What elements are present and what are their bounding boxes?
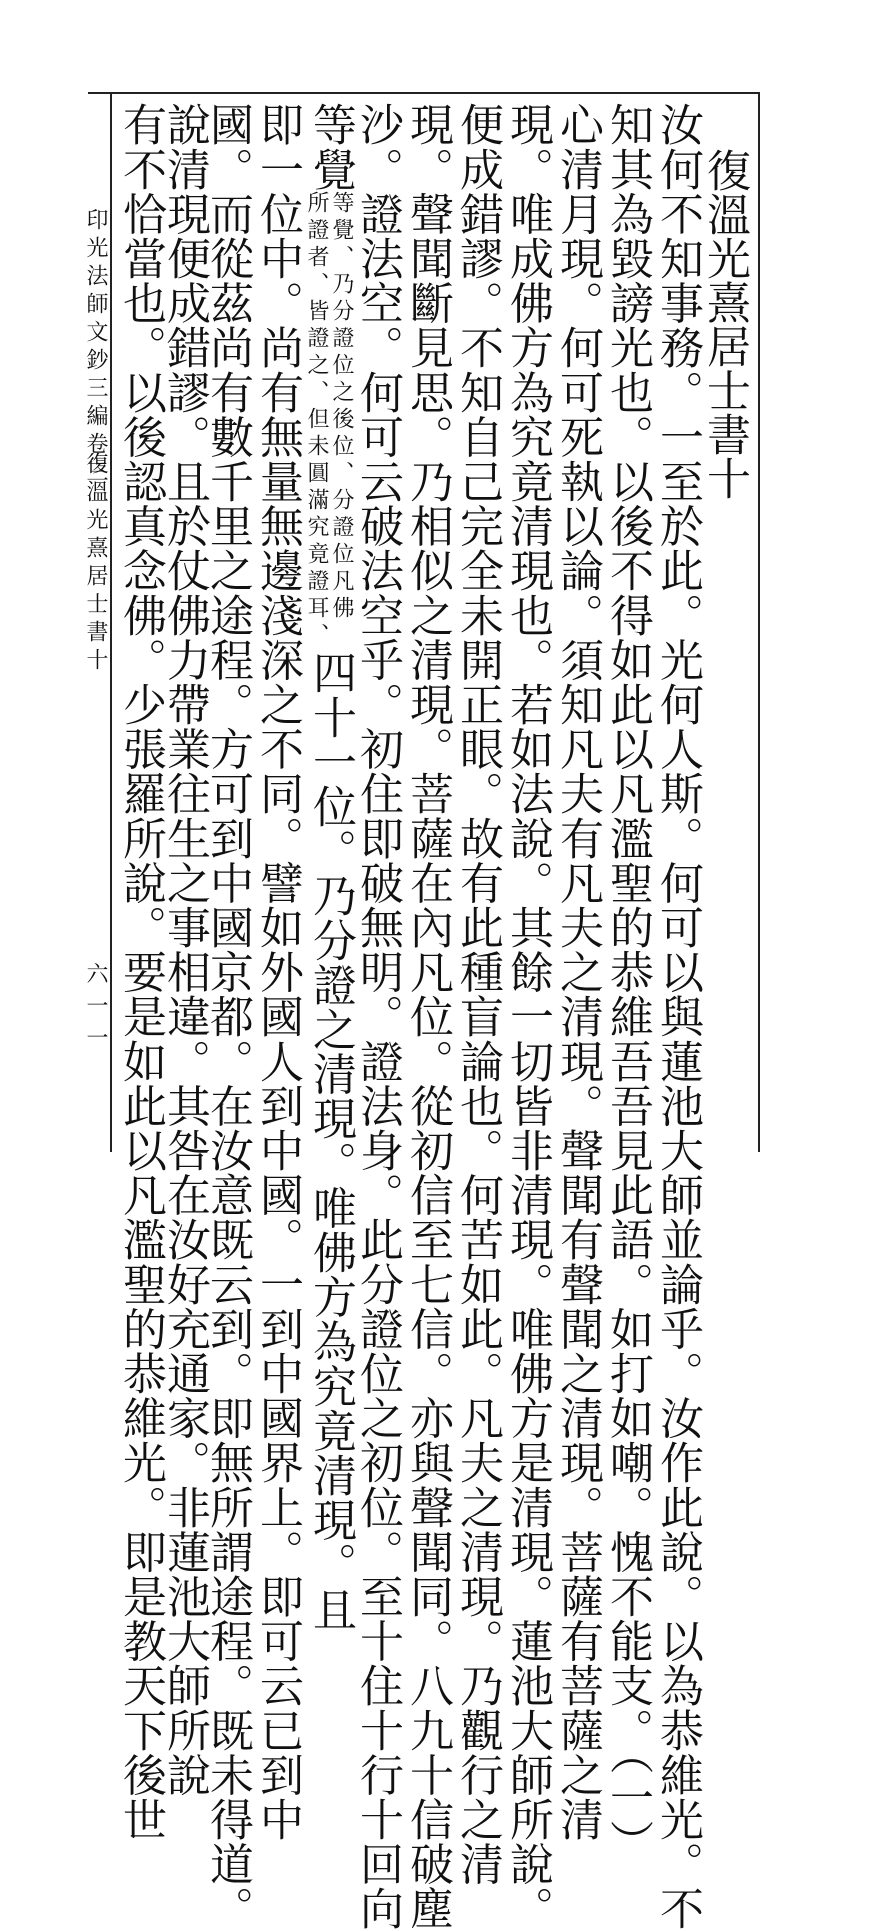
text-column-3: 心清月現。何可死執以論。須知凡夫有凡夫之清現。聲聞有聲聞之清現。菩薩有菩薩之清 xyxy=(552,102,603,1842)
frame-left-rule xyxy=(110,92,112,1152)
text-column-4: 現。唯成佛方為究竟清現也。若如法說。其餘一切皆非清現。唯佛方是清現。蓮池大師所說。 xyxy=(502,102,553,1931)
frame-right-rule xyxy=(758,92,760,1152)
annotated-column-tail: 四十一位。乃分證之清現。唯佛方為究竟清現。且 xyxy=(305,650,356,1632)
text-column-2: 知其為毀謗光也。以後不得如此以凡濫聖的恭維吾吾見此語。如打如嘲。愧不能支。（一） xyxy=(602,102,653,1864)
running-head-section-title: 復溫光熹居士書十 xyxy=(83,452,108,676)
running-head-book-title: 印光法師文鈔三編卷三 xyxy=(83,208,108,488)
interlinear-note-left: 所證者、皆證之、但未圓滿究竟證耳、 xyxy=(304,191,329,651)
annotated-column xyxy=(304,102,356,1632)
page-number: 六一一 xyxy=(83,962,108,1058)
annotated-column-lead: 等覺 xyxy=(305,102,356,192)
letter-title: 復溫光熹居士書十 xyxy=(699,148,750,500)
text-column-7: 沙。證法空。何可云破法空乎。初住即破無明。證法身。此分證位之初位。至十住十行十回向 xyxy=(352,102,403,1931)
interlinear-note xyxy=(305,191,352,650)
frame-top-rule xyxy=(88,92,760,94)
interlinear-note-right: 等覺、乃分證位之後位、分證位凡佛 xyxy=(329,191,354,624)
text-column-10: 說清現便成錯謬。且於仗佛力帶業往生之事相違。其咎在汝好充通家。非蓮池大師所說 xyxy=(159,102,210,1797)
text-column-1: 汝何不知事務。一至於此。光何人斯。何可以與蓮池大師並論乎。汝作此說。以為恭維光。不 xyxy=(652,102,703,1931)
text-column-6: 現。聲聞斷見思。乃相似之清現。菩薩在內凡位。從初信至七信。亦與聲聞同。八九十信破塵 xyxy=(402,102,453,1931)
text-column-9: 國。而從茲尚有數千里之途程。方可到中國京都。在汝意既云到。即無所謂途程。既未得道。 xyxy=(202,102,253,1931)
text-column-5: 便成錯謬。不知自己完全未開正眼。故有此種盲論也。何苦如此。凡夫之清現。乃觀行之清 xyxy=(452,102,503,1886)
text-column-8: 即一位中。尚有無量無邊淺深之不同。譬如外國人到中國。一到中國界上。即可云已到中 xyxy=(252,102,303,1842)
text-column-11: 有不恰當也。以後認真念佛。少張羅所說。要是如此以凡濫聖的恭維光。即是教天下後世 xyxy=(115,102,166,1842)
